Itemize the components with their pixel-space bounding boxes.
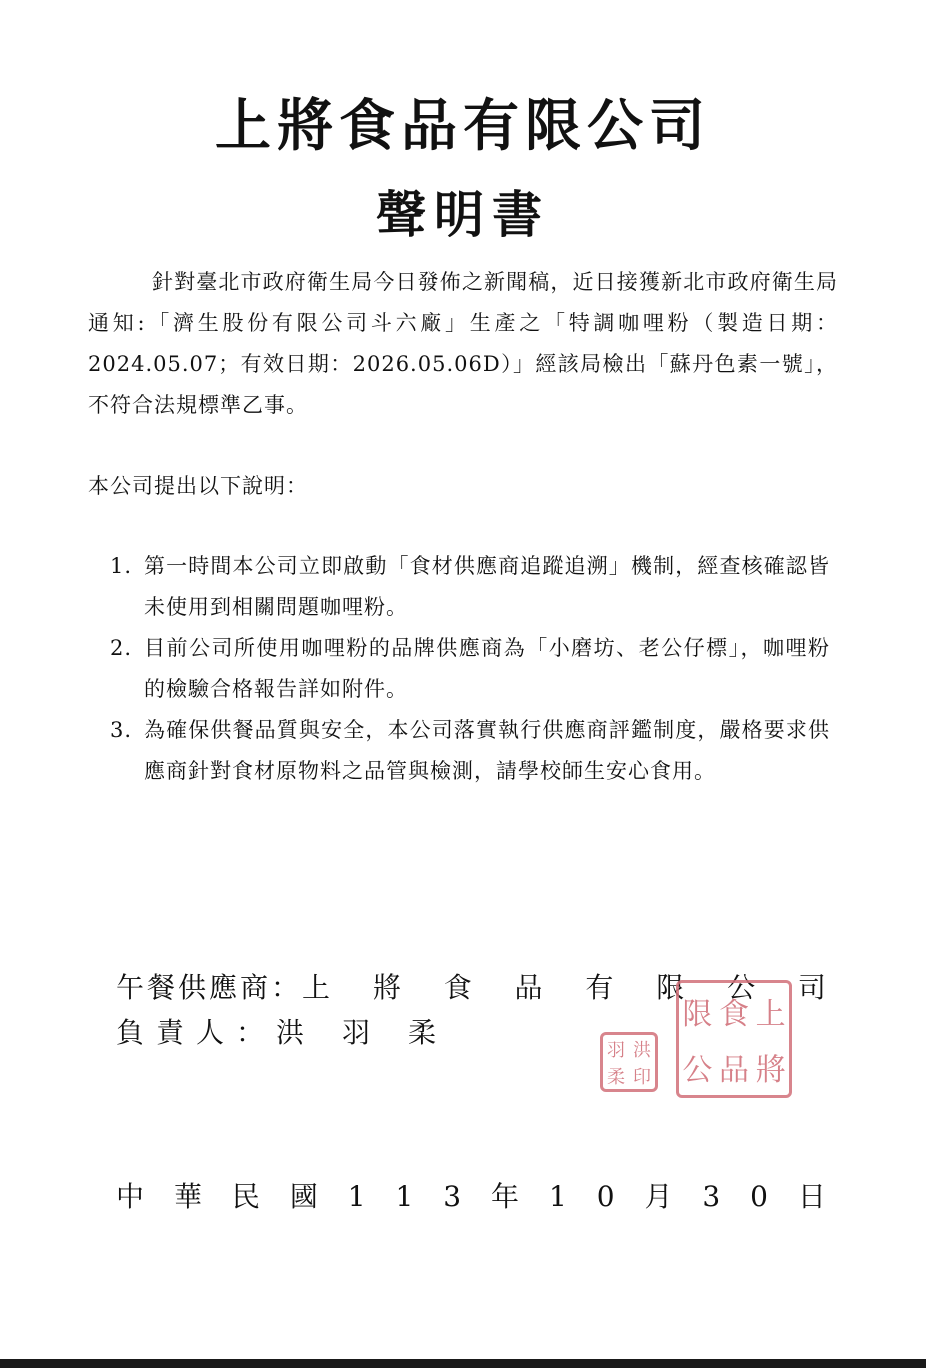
supplier-name: 上 將 食 品 有 限 公 司 xyxy=(302,971,826,1004)
item-text: 為確保供餐品質與安全，本公司落實執行供應商評鑑制度，嚴格要求供應商針對食材原物料之品管與檢測，請學校師生安心食用。 xyxy=(144,718,830,783)
item-number: 2. xyxy=(110,636,133,660)
explanation-item xyxy=(110,628,830,710)
document-date: 中 華 民 國 1 1 3 年 1 0 月 3 0 日 xyxy=(116,1180,826,1213)
supplier-label: 午餐供應商： xyxy=(116,971,303,1004)
document-title: 聲明書 xyxy=(376,186,550,244)
item-number: 3. xyxy=(110,718,133,742)
person-label: 負責人： xyxy=(116,1016,277,1049)
company-seal-stamp: 上 將 食 品 限 公 xyxy=(676,980,792,1098)
personal-seal-stamp: 洪 印 羽 柔 xyxy=(600,1032,658,1092)
explanation-lead: 本公司提出以下說明： xyxy=(88,474,308,498)
bottom-edge-bar xyxy=(0,1359,926,1368)
item-number: 1. xyxy=(110,554,133,578)
company-title: 上將食品有限公司 xyxy=(215,94,711,159)
item-text: 目前公司所使用咖哩粉的品牌供應商為「小磨坊、老公仔標」，咖哩粉的檢驗合格報告詳如附件。 xyxy=(144,636,830,701)
explanation-item xyxy=(110,710,830,792)
explanation-list xyxy=(110,546,830,792)
person-name: 洪 羽 柔 xyxy=(276,1016,436,1049)
explanation-item xyxy=(110,546,830,628)
item-text: 第一時間本公司立即啟動「食材供應商追蹤追溯」機制，經查核確認皆未使用到相關問題咖哩粉。 xyxy=(144,554,830,619)
intro-paragraph: 針對臺北市政府衛生局今日發佈之新聞稿，近日接獲新北市政府衛生局通知:「濟生股份有限公司斗六廠」生產之「特調咖哩粉（製造日期：2024.05.07；有效日期：2026.05.06D）」經該局檢出「蘇丹色素一號」，不符合法規標準乙事。 xyxy=(88,270,838,417)
